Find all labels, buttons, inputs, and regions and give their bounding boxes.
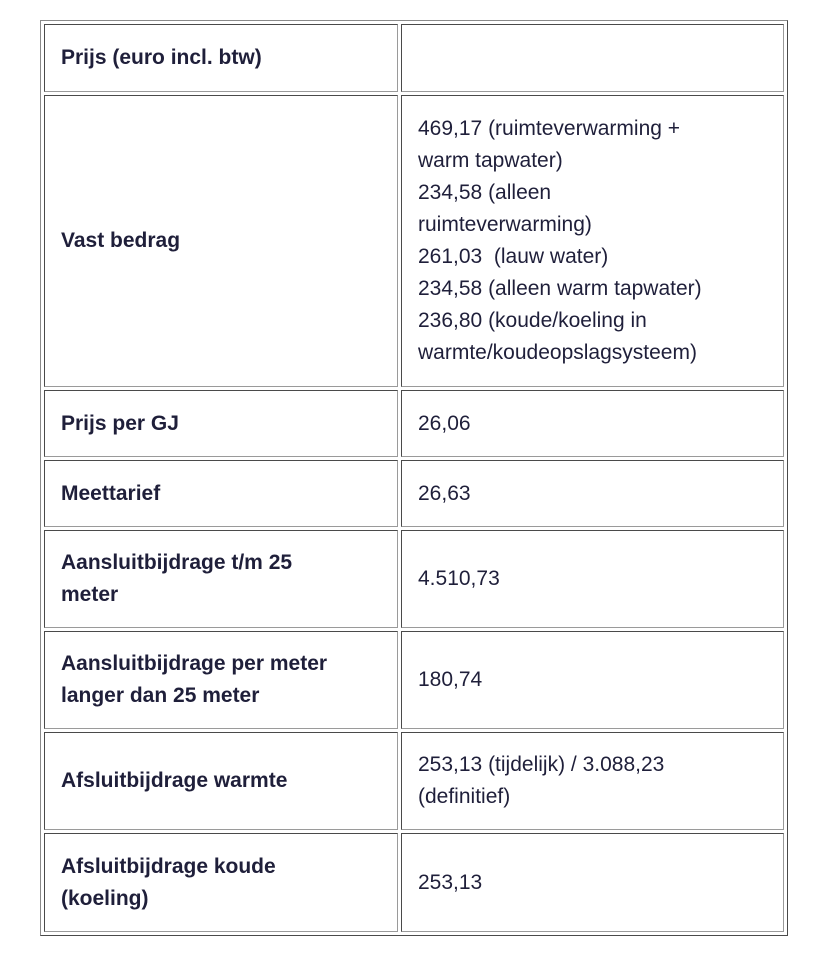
value-line: ruimteverwarming) bbox=[418, 213, 592, 236]
row-value: 253,13 bbox=[401, 833, 784, 932]
row-value: 180,74 bbox=[401, 631, 784, 729]
value-line: (definitief) bbox=[418, 785, 511, 808]
value-line: warmte/koudeopslagsysteem) bbox=[418, 341, 697, 364]
table-row bbox=[44, 24, 784, 92]
label-line: Aansluitbijdrage per meter bbox=[61, 652, 328, 675]
row-label bbox=[44, 530, 398, 628]
table-row bbox=[44, 732, 784, 830]
table-row bbox=[44, 530, 784, 628]
value-line: 469,17 (ruimteverwarming + bbox=[418, 117, 681, 140]
value-line: 236,80 (koude/koeling in bbox=[418, 309, 647, 332]
table-row bbox=[44, 390, 784, 457]
row-value bbox=[401, 95, 784, 387]
row-label: Vast bedrag bbox=[44, 95, 398, 387]
row-value: 4.510,73 bbox=[401, 530, 784, 628]
row-label bbox=[44, 631, 398, 729]
value-line: 261,03 (lauw water) bbox=[418, 245, 609, 268]
value-line: warm tapwater) bbox=[418, 149, 563, 172]
table-row bbox=[44, 95, 784, 387]
row-value bbox=[401, 732, 784, 830]
row-label: Meettarief bbox=[44, 460, 398, 527]
table-row bbox=[44, 833, 784, 932]
tariff-table-frame bbox=[40, 20, 788, 936]
value-line: 234,58 (alleen bbox=[418, 181, 552, 204]
row-value: 26,63 bbox=[401, 460, 784, 527]
row-label: Afsluitbijdrage warmte bbox=[44, 732, 398, 830]
label-line: langer dan 25 meter bbox=[61, 684, 260, 707]
row-value: 26,06 bbox=[401, 390, 784, 457]
row-value bbox=[401, 24, 784, 92]
row-label: Prijs per GJ bbox=[44, 390, 398, 457]
tariff-table bbox=[41, 21, 787, 935]
row-label bbox=[44, 833, 398, 932]
value-line: 234,58 (alleen warm tapwater) bbox=[418, 277, 702, 300]
table-row bbox=[44, 631, 784, 729]
label-line: Aansluitbijdrage t/m 25 bbox=[61, 551, 293, 574]
value-line: 253,13 (tijdelijk) / 3.088,23 bbox=[418, 753, 665, 776]
label-line: meter bbox=[61, 583, 119, 606]
row-label: Prijs (euro incl. btw) bbox=[44, 24, 398, 92]
label-line: Afsluitbijdrage koude bbox=[61, 854, 276, 878]
label-line: (koeling) bbox=[61, 886, 149, 910]
table-row bbox=[44, 460, 784, 527]
